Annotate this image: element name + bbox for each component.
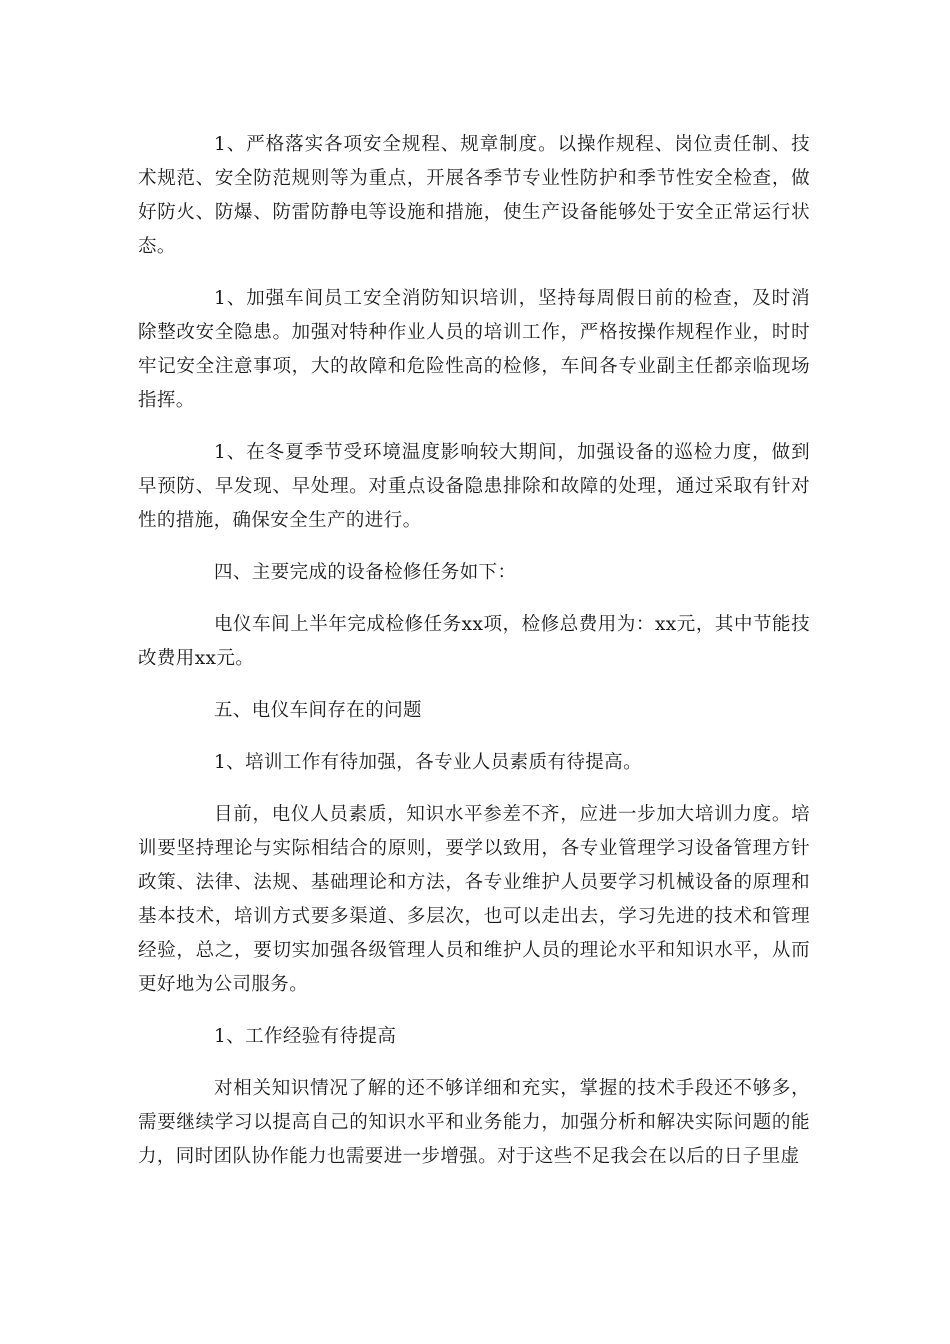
section-heading-problems: 五、电仪车间存在的问题 xyxy=(214,700,422,721)
subheading-experience: 1、工作经验有待提高 xyxy=(214,1026,397,1047)
paragraph-seasonal-inspection: 1、在冬夏季节受环境温度影响较大期间，加强设备的巡检力度，做到早预防、早发现、早处理。对重点设备隐患排除和故障的处理，通过采取有针对性的措施，确保安全生产的进行。 xyxy=(138,442,810,531)
paragraph-training-detail: 目前，电仪人员素质，知识水平参差不齐，应进一步加大培训力度。培训要坚持理论与实际相结合的原则，要学以致用，各专业管理学习设备管理方针政策、法律、法规、基础理论和方法，各专业维护人员要学习机械设备的原理和基本技术，培训方式要多渠道、多层次，也可以走出去，学习先进的技术和管理经验，总之，要切实加强各级管理人员和维护人员的理论水平和知识水平，从而更好地为公司服务。 xyxy=(138,804,810,995)
section-heading-maintenance-tasks: 四、主要完成的设备检修任务如下： xyxy=(214,562,517,583)
paragraph-maintenance-summary: 电仪车间上半年完成检修任务xx项，检修总费用为：xx元，其中节能技改费用xx元。 xyxy=(138,614,810,669)
document-body xyxy=(138,128,810,1174)
subheading-training: 1、培训工作有待加强，各专业人员素质有待提高。 xyxy=(214,752,642,773)
paragraph-fire-training: 1、加强车间员工安全消防知识培训，坚持每周假日前的检查，及时消除整改安全隐患。加强对特种作业人员的培训工作，严格按操作规程作业，时时牢记安全注意事项，大的故障和危险性高的检修，车间各专业副主任都亲临现场指挥。 xyxy=(138,288,810,411)
paragraph-safety-rules: 1、严格落实各项安全规程、规章制度。以操作规程、岗位责任制、技术规范、安全防范规则等为重点，开展各季节专业性防护和季节性安全检查，做好防火、防爆、防雷防静电等设施和措施，使生产设备能够处于安全正常运行状态。 xyxy=(138,134,810,257)
paragraph-experience-detail: 对相关知识情况了解的还不够详细和充实，掌握的技术手段还不够多，需要继续学习以提高自己的知识水平和业务能力，加强分析和解决实际问题的能力，同时团队协作能力也需要进一步增强。对于这些不足我会在以后的日子里虚 xyxy=(138,1078,810,1167)
